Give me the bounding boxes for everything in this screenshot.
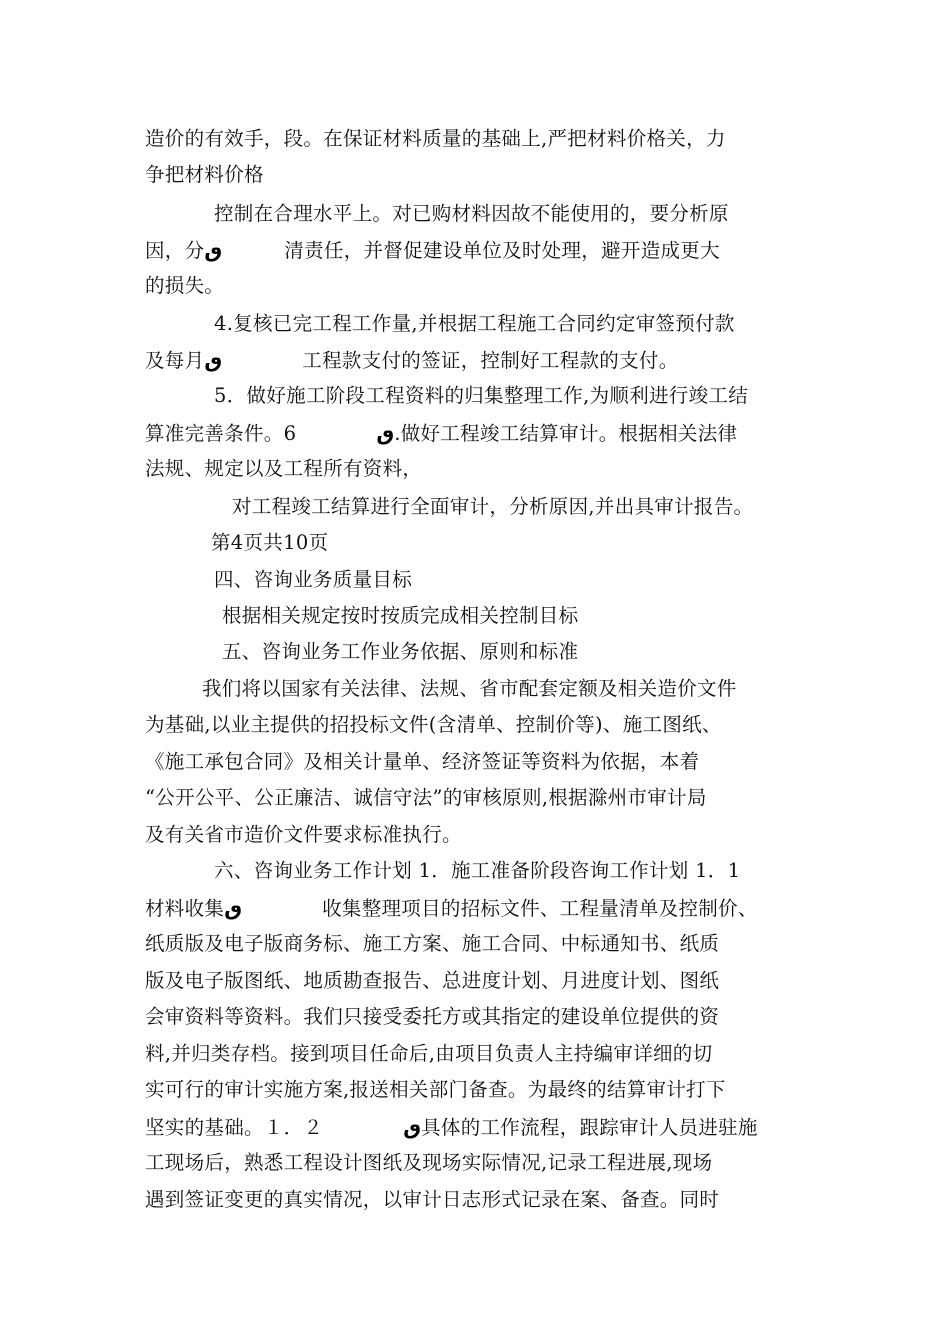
- text-fragment: 因，分: [145, 239, 205, 262]
- text-line: 遇到签证变更的真实情况，以审计日志形式记录在案、备查。同时: [145, 1188, 720, 1211]
- text-fragment: 收集整理项目的招标文件、工程量清单及控制价、: [322, 897, 758, 920]
- text-fragment: 具体的工作流程，跟踪审计人员进驻施: [421, 1116, 758, 1139]
- text-line: 纸质版及电子版商务标、施工方案、施工合同、中标通知书、纸质: [145, 932, 720, 955]
- text-fragment: .做好工程竣工结算审计。根据相关法律: [394, 422, 738, 445]
- text-line: 《施工承包合同》及相关计量单、经济签证等资料为依据，本着: [145, 750, 700, 773]
- glyph-marker-icon: ٯ: [224, 896, 243, 920]
- text-line: 法规、规定以及工程所有资料，: [145, 457, 423, 480]
- text-line: 实可行的审计实施方案,报送相关部门备查。为最终的结算审计打下: [145, 1078, 726, 1101]
- text-line: 料,并归类存档。接到项目任命后,由项目负责人主持编审详细的切: [145, 1042, 713, 1065]
- text-line: 及有关省市造价文件要求标准执行。: [145, 823, 462, 846]
- text-line: [145, 420, 737, 446]
- section-heading: 五、咨询业务工作业务依据、原则和标准: [222, 640, 579, 663]
- text-line: 会审资料等资料。我们只接受委托方或其指定的建设单位提供的资: [145, 1005, 720, 1028]
- text-line: 4.复核已完工程工作量,并根据工程施工合同约定审签预付款: [214, 312, 735, 335]
- text-fragment: 及每月: [145, 349, 205, 372]
- glyph-marker-icon: ٯ: [204, 348, 223, 372]
- text-fragment: 清责任，并督促建设单位及时处理，避开造成更大: [284, 239, 720, 262]
- text-line: [145, 347, 679, 373]
- text-line: 争把材料价格: [145, 163, 264, 186]
- text-line: 控制在合理水平上。对已购材料因故不能使用的，要分析原: [214, 202, 729, 225]
- text-fragment: 坚实的基础。１．２: [145, 1116, 324, 1139]
- glyph-marker-icon: ٯ: [403, 1115, 422, 1139]
- text-line: 根据相关规定按时按质完成相关控制目标: [222, 604, 579, 627]
- text-line: 为基础,以业主提供的招投标文件(含清单、控制价等)、施工图纸、: [145, 713, 722, 736]
- text-fragment: 算准完善条件。6: [145, 422, 297, 445]
- text-fragment: 材料收集: [145, 897, 225, 920]
- text-line: 版及电子版图纸、地质勘查报告、总进度计划、月进度计划、图纸: [145, 969, 720, 992]
- glyph-marker-icon: ٯ: [204, 238, 223, 262]
- text-line: 5．做好施工阶段工程资料的归集整理工作,为顺利进行竣工结: [214, 384, 749, 407]
- section-heading: 六、咨询业务工作计划 1．施工准备阶段咨询工作计划 1．1: [214, 859, 741, 882]
- page-number: 第4页共10页: [211, 531, 329, 554]
- text-line: 我们将以国家有关法律、法规、省市配套定额及相关造价文件: [202, 677, 737, 700]
- glyph-marker-icon: ٯ: [376, 421, 395, 445]
- text-line: 对工程竣工结算进行全面审计，分析原因,并出具审计报告。: [232, 495, 754, 518]
- text-line: 造价的有效手，段。在保证材料质量的基础上,严把材料价格关，力: [145, 127, 726, 150]
- text-fragment: 工程款支付的签证，控制好工程款的支付。: [302, 349, 679, 372]
- text-line: [145, 1114, 758, 1140]
- text-line: 的损失。: [145, 274, 225, 297]
- text-line: 工现场后，熟悉工程设计图纸及现场实际情况,记录工程进展,现场: [145, 1151, 713, 1174]
- text-line: “公开公平、公正廉洁、诚信守法”的审核原则,根据滁州市审计局: [145, 786, 707, 809]
- section-heading: 四、咨询业务质量目标: [214, 568, 413, 591]
- text-line: [145, 895, 758, 921]
- text-line: [145, 237, 720, 263]
